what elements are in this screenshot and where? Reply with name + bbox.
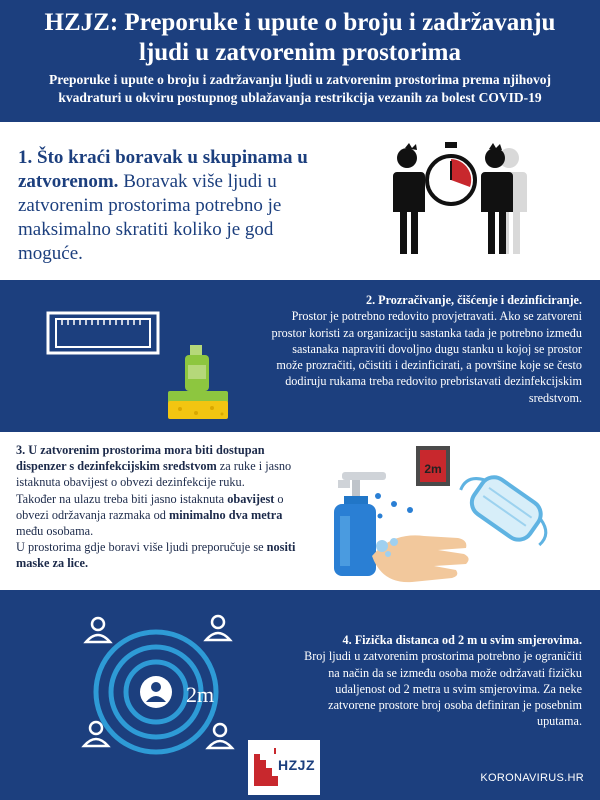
page-title <box>0 8 600 68</box>
section-1-text <box>18 146 318 266</box>
section-3-para-2: Također na ulazu treba biti jasno istaknuta obavijest o obvezi održavanja razmaka od minimalno dva metra među osobama. <box>16 491 284 539</box>
section-3-para-1: 3. U zatvorenim prostorima mora biti dostupan dispenzer s dezinfekcijskim sredstvom za ruke i jasno istaknuta obavijest o obvezi dezinfekcije ruku. <box>16 443 292 490</box>
distance-2m-label: 2m <box>186 682 215 707</box>
section-1-heading: 1. Što kraći boravak u skupinama u zatvorenom. <box>18 147 308 192</box>
window-cleaning-icon <box>40 305 240 420</box>
section-2-text <box>270 292 582 406</box>
title-line-1: HZJZ: Preporuke i upute o broju i zadržavanju <box>44 9 556 36</box>
section-short-stay <box>0 122 600 280</box>
logo-text: HZJZ <box>278 757 315 773</box>
distance-rings-icon <box>80 606 255 756</box>
footer-url-link[interactable]: KORONAVIRUS.HR <box>480 772 584 784</box>
title-line-2: ljudi u zatvorenim prostorima <box>139 39 461 66</box>
people-timer-icon <box>385 140 535 260</box>
header <box>0 0 600 122</box>
section-4-body: Broj ljudi u zatvorenim prostorima potrebno je ograničiti na način da se između osoba može održavati fizičku udaljenost od 2 metra u svim smjerovima. Za neke zatvorene prostore broj osoba definiran je posebnim uputama. <box>304 649 582 729</box>
section-4-heading: 4. Fizička distanca od 2 m u svim smjerovima. <box>342 633 582 647</box>
section-ventilation <box>0 280 600 432</box>
section-distance <box>0 590 600 800</box>
section-disinfection <box>0 432 600 590</box>
dispenser-hands-mask-icon <box>322 446 592 584</box>
sign-2m-label: 2m <box>424 462 442 476</box>
section-3-text <box>16 442 306 572</box>
section-4-text <box>300 632 582 730</box>
section-2-body: Prostor je potrebno redovito provjetravati. Ako se zatvoreni prostor koristi za organizaciju sastanka tada je potrebno između sastanaka napraviti dovoljno dugu stanku u kojoj se prostor može prozračiti, očistiti i dezinficirati, a površine koje se često dodiruju rukama treba redovito prebristavati dezinfekcijskim sredstvom. <box>271 309 582 405</box>
section-2-heading: 2. Prozračivanje, čišćenje i dezinficiranje. <box>365 293 582 307</box>
section-1-body: Boravak više ljudi u zatvorenim prostorima potrebno je maksimalno skratiti koliko je god moguće. <box>18 171 282 264</box>
hzjz-logo <box>248 740 320 795</box>
page-subtitle: Preporuke i upute o broju i zadržavanju ljudi u zatvorenim prostorima prema njihovoj kvadraturi u okviru postupnog ublažavanja restrikcija vezanih za bolest COVID-19 <box>48 72 551 105</box>
section-3-para-3: U prostorima gdje boravi više ljudi preporučuje se nositi maske za lice. <box>16 540 296 571</box>
